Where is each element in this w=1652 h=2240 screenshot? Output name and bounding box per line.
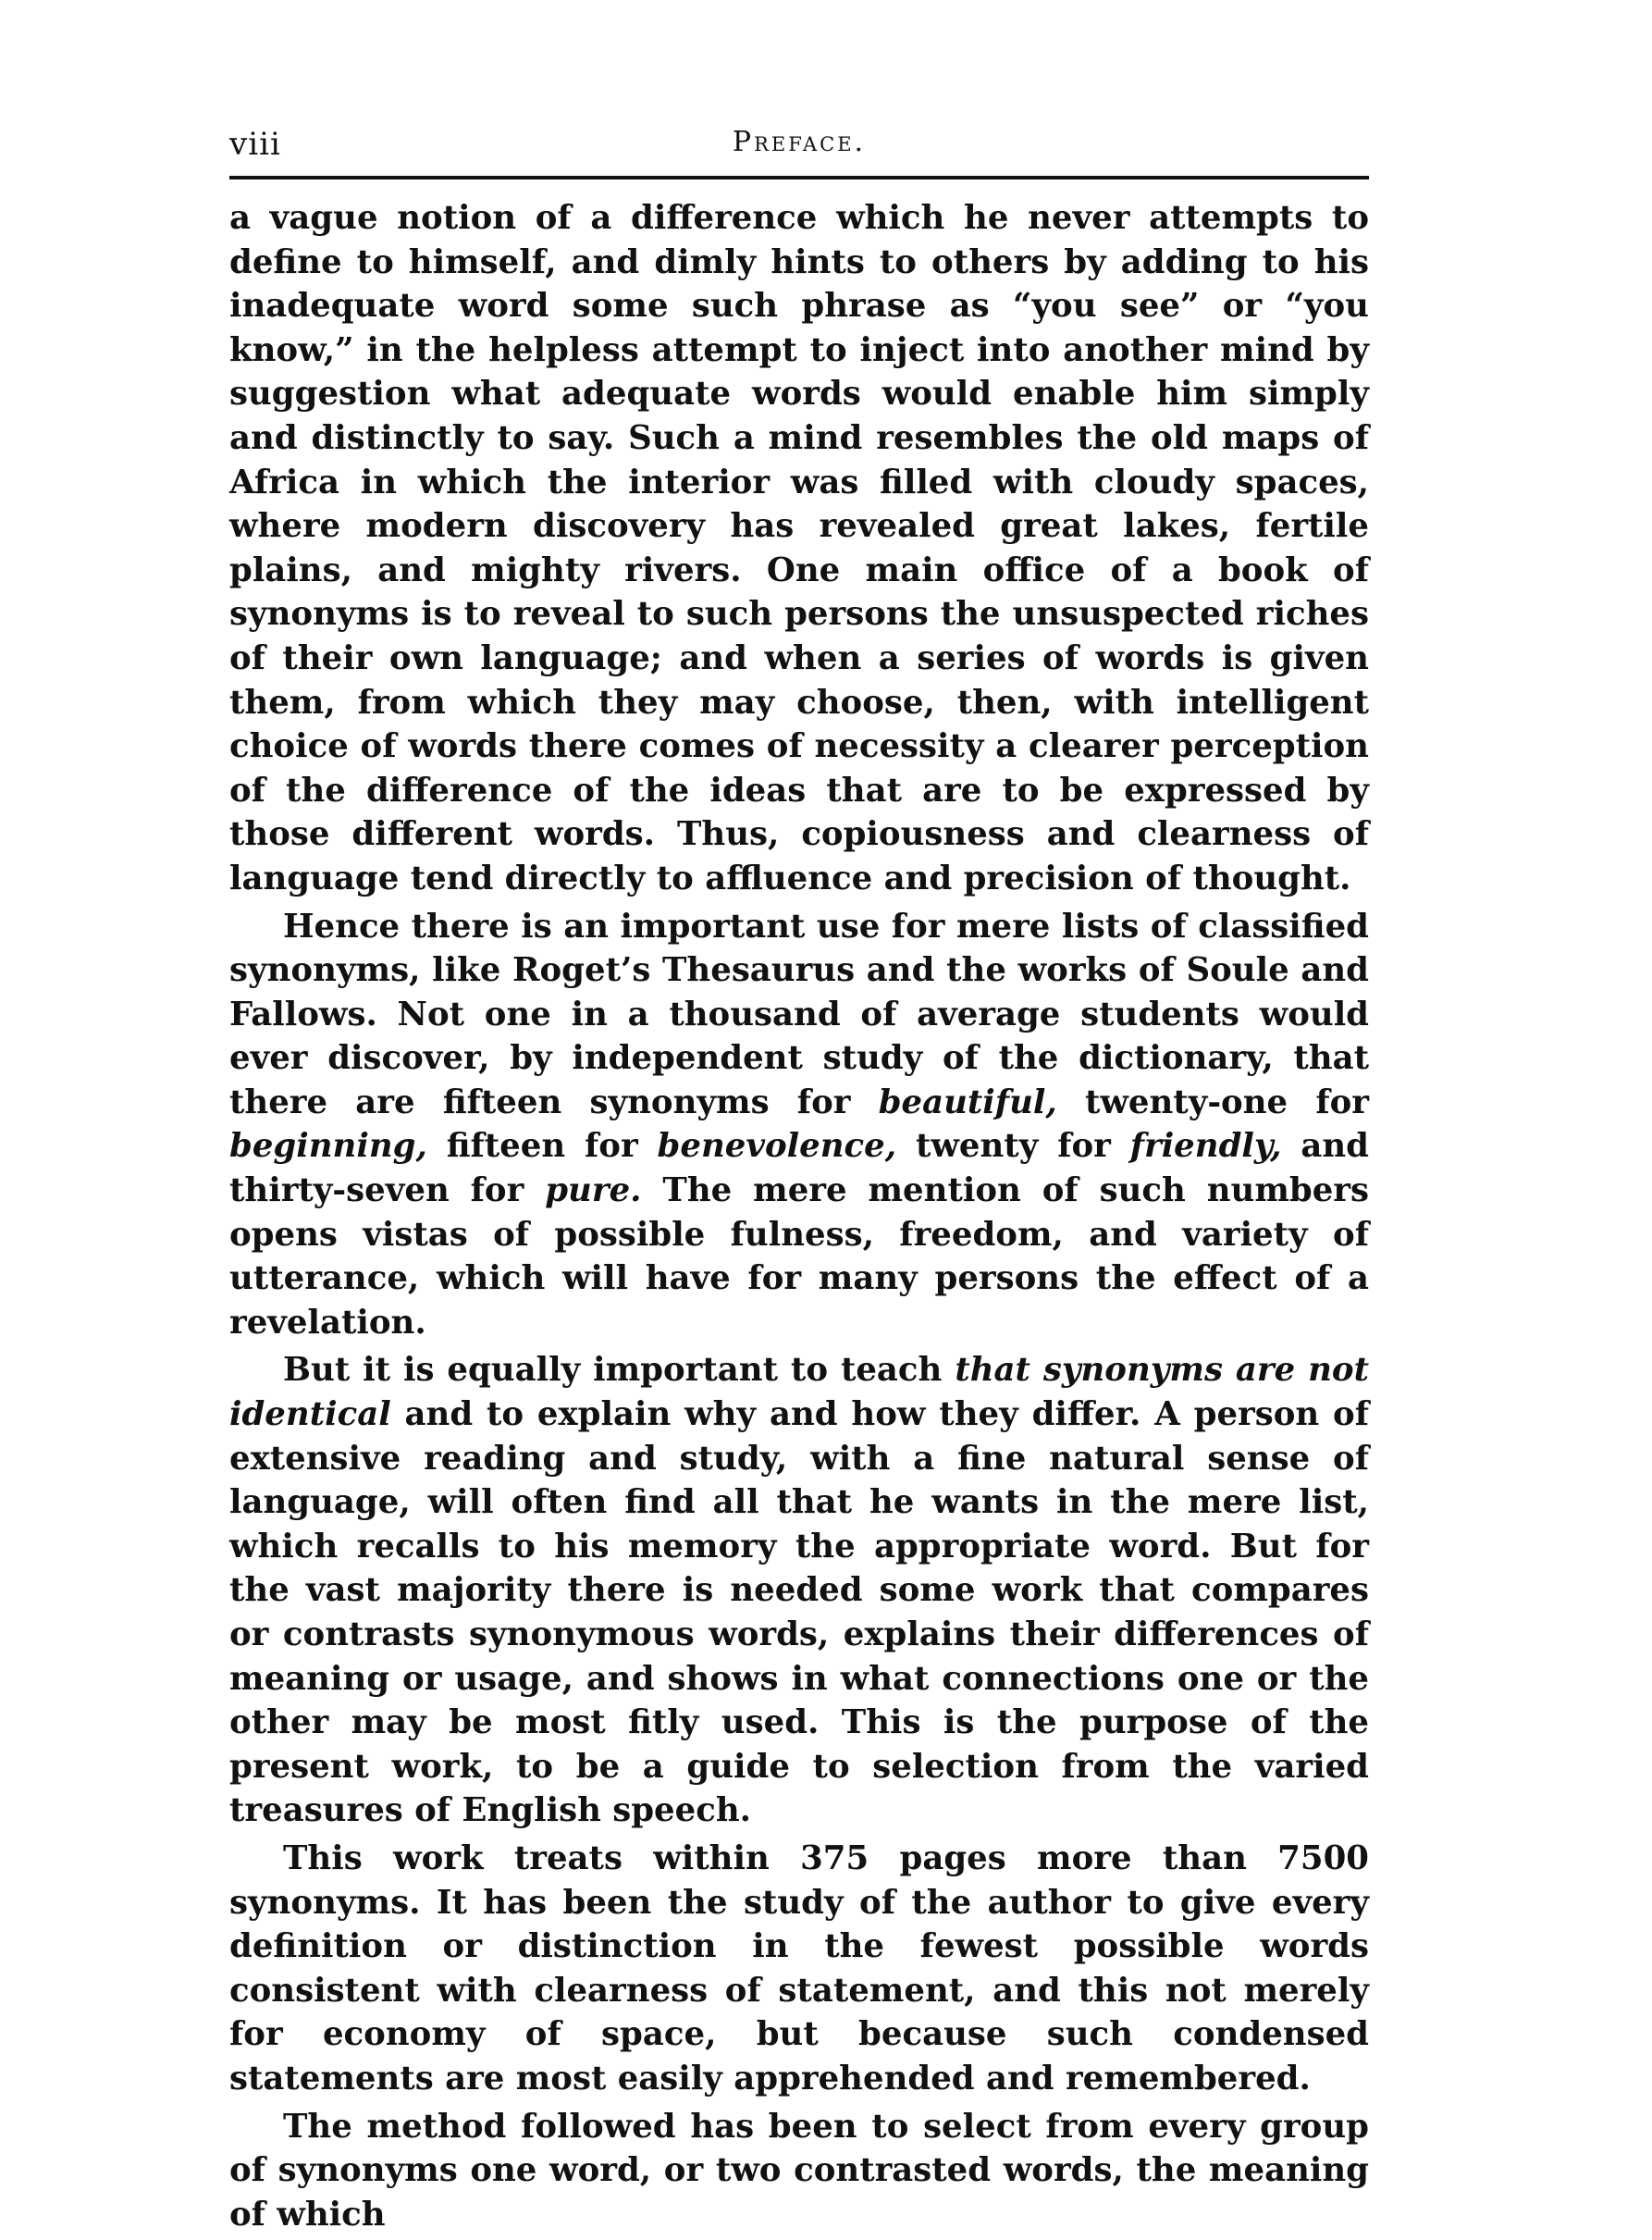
paragraph-2-text-4: twenty for <box>896 1127 1130 1166</box>
header-rule <box>229 176 1369 179</box>
paragraph-3-text-1: But it is equally important to teach <box>283 1351 955 1390</box>
word-pure: pure. <box>545 1171 642 1210</box>
paragraph-3-text-2: and to explain why and how they differ. A person of extensive reading and study, with a fine natural sense of language, will often find all that he wants in the mere list, which recalls to his memory the appropriate word. But for the vast majority there is needed some work that compares or contrasts synonymous words, explains their differences of meaning or usage, and shows in what connections one or the other may be most fitly used. This is the purpose of the present work, to be a guide to selection from the varied treasures of English speech. <box>229 1395 1369 1830</box>
emphasis-synonyms-not-identical: that synonyms are not identical <box>229 1351 1369 1434</box>
paragraph-2-text-1: Hence there is an important use for mere lists of classified synonyms, like Roget’s Thesaurus and the works of Soule and Fallows. Not one in a thousand of average students would ever discover, by independent study of the dictionary, that there are fifteen synonyms for <box>229 907 1369 1121</box>
paragraph-2 <box>229 905 1369 1345</box>
paragraph-2-text-3: fifteen for <box>426 1127 658 1166</box>
word-benevolence: benevolence, <box>657 1127 897 1166</box>
page-number: viii <box>229 126 281 163</box>
word-beginning: beginning, <box>229 1127 427 1166</box>
page-header <box>229 118 1369 174</box>
word-friendly: friendly, <box>1129 1127 1282 1166</box>
paragraph-5: The method followed has been to select from every group of synonyms one word, or two contrasted words, the meaning of which <box>229 2107 1369 2234</box>
paragraph-2-text-6: The mere mention of such numbers opens vistas of possible fulness, freedom, and variety of utterance, which will have for many persons the effect of a revelation. <box>229 1171 1369 1342</box>
paragraph-2-text-2: twenty-one for <box>1056 1083 1370 1121</box>
paragraph-4: This work treats within 375 pages more than 7500 synonyms. It has been the study of the author to give every definition or distinction in the fewest possible words consistent with clearness of statement, and this not merely for economy of space, but because such condensed statements are most easily apprehended and remembered. <box>229 1838 1369 2098</box>
word-beautiful: beautiful, <box>878 1083 1057 1121</box>
paragraph-3 <box>229 1348 1369 1833</box>
paragraph-2-text-5: and thirty-seven for <box>229 1127 1369 1210</box>
body-text <box>229 196 1369 2240</box>
running-title: Preface. <box>732 126 867 158</box>
paragraph-1: a vague notion of a difference which he never attempts to define to himself, and dimly hints to others by adding to his inadequate word some such phrase as “you see” or “you know,” in the helpless attempt to inject into another mind by suggestion what adequate words would enable him simply and distinctly to say. Such a mind resembles the old maps of Africa in which the interior was filled with cloudy spaces, where modern discovery has revealed great lakes, fertile plains, and mighty rivers. One main office of a book of synonyms is to reveal to such persons the unsuspected riches of their own language; and when a series of words is given them, from which they may choose, then, with intelligent choice of words there comes of necessity a clearer perception of the difference of the ideas that are to be expressed by those different words. Thus, copiousness and clearness of language tend directly to affluence and precision of thought. <box>229 199 1369 897</box>
